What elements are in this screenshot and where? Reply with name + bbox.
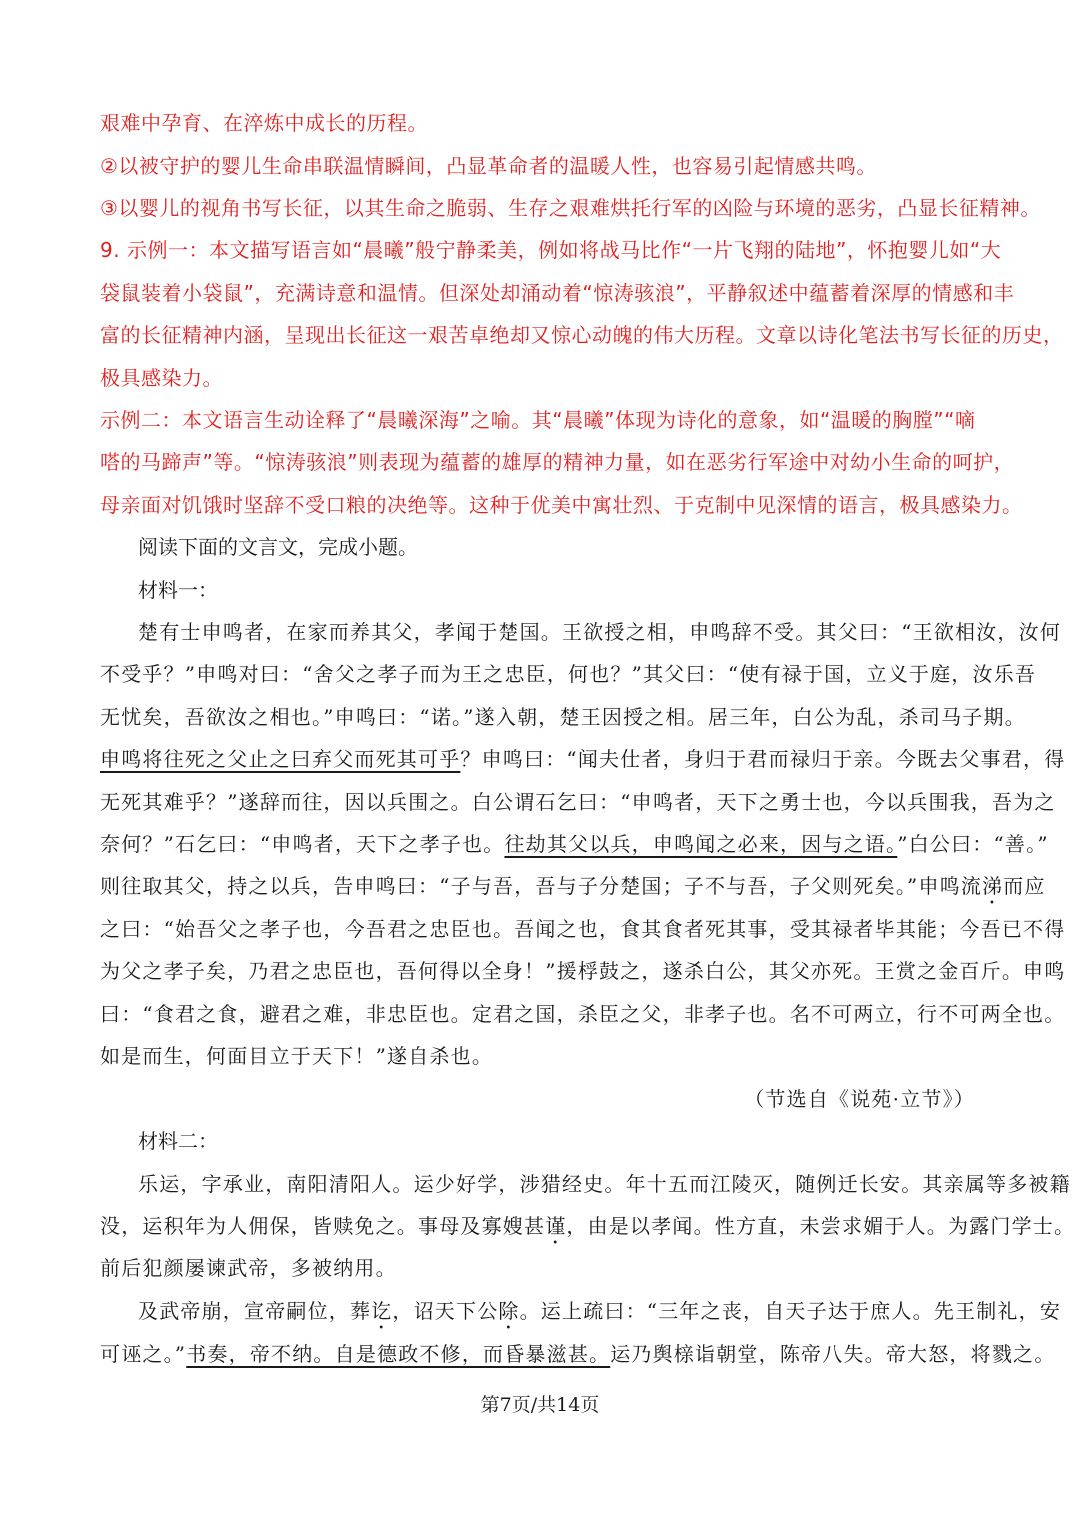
passage-text: ？申鸣曰：“闻夫仕者，身归于君而禄归于亲。今既去父事君，得 [460,747,1066,771]
answer-line: ②以被守护的婴儿生命串联温情瞬间，凸显革命者的温暖人性，也容易引起情感共鸣。 [100,154,877,178]
passage-text: 可诬之。” [100,1342,187,1366]
answer-line: 嗒的马蹄声”等。“惊涛骇浪”则表现为蕴蓄的雄厚的精神力量，如在恶劣行军途中对幼小生命的呵护， [100,450,1015,474]
question-intro: 阅读下面的文言文，完成小题。 [138,535,418,559]
passage-line [100,829,1049,859]
passage-line: 如是而生，何面目立于天下！”遂自杀也。 [100,1044,494,1068]
passage-line [100,871,1046,909]
answer-line: 示例二：本文语言生动诠释了“晨曦深海”之喻。其“晨曦”体现为诗化的意象，如“温暖的胸膛”“嘀 [100,408,976,432]
passage-text: 则往取其父，持之以兵，告申鸣曰：“子与吾，吾与子分楚国；子不与吾，子父则死矣。”申鸣流 [100,874,983,898]
passage-line: 不受乎？”申鸣对曰：“舍父之孝子而为王之忠臣，何也？”其父曰：“使有禄于国，立义于庭，汝乐吾 [100,662,1037,686]
passage-line: 之曰：“始吾父之孝子也，今吾君之忠臣也。吾闻之也，食其食者死其事，受其禄者毕其能；今吾已不得 [100,917,1066,941]
passage-line [100,744,1066,774]
source-citation: （节选自《说苑·立节》） [744,1087,975,1111]
passage-text: ，由是以孝闻。性方直，未尝求媚于人。为露门学士。 [566,1214,1076,1238]
passage-line: 楚有士申鸣者，在家而养其父，孝闻于楚国。王欲授之相，申鸣辞不受。其父曰：“王欲相汝，汝何 [138,620,1062,644]
passage-line [100,1211,1076,1249]
passage-line: 曰：“食君之食，避君之难，非忠臣也。定君之国，杀臣之父，非孝子也。名不可两立，行不可两全也。 [100,1002,1066,1026]
passage-text: ，诏天下公 [392,1299,499,1323]
passage-text: 奈何？”石乞曰：“申鸣者，天下之孝子也。 [100,832,505,856]
passage-text: 及武帝崩，宣帝嗣位，葬 [138,1299,372,1323]
underlined-sentence: 往劫其父以兵，申鸣闻之必来，因与之语。 [504,832,898,856]
answer-line: ③以婴儿的视角书写长征，以其生命之脆弱、生存之艰难烘托行军的凶险与环境的恶劣，凸显长征精神。 [100,196,1041,220]
passage-line [100,1339,1056,1369]
passage-line: 为父之孝子矣，乃君之忠臣也，吾何得以全身！”援桴鼓之，遂杀白公，其父亦死。王赏之金百斤。申鸣 [100,959,1066,983]
passage-line: 乐运，字承业，南阳清阳人。运少好学，涉猎经史。年十五而江陵灭，随例迁长安。其亲属等多被籍 [138,1172,1071,1196]
passage-text: 没，运积年为人佣保，皆赎免之。事母及寡嫂甚 [100,1214,546,1238]
dotted-word: 涕 [982,874,1004,898]
passage-text: 而应 [1003,874,1046,898]
answer-line: 9. 示例一：本文描写语言如“晨曦”般宁静柔美，例如将战马比作“一片飞翔的陆地”，怀抱婴儿如“大 [100,238,1002,262]
material-two-title: 材料二： [138,1129,218,1153]
page-number-footer: 第7页/共14页 [480,1394,600,1416]
dotted-word: 讫 [371,1299,393,1323]
passage-line: 无忧矣，吾欲汝之相也。”申鸣曰：“诺。”遂入朝，楚王因授之相。居三年，白公为乱，杀司马子期。 [100,705,1026,729]
passage-text: 运乃舆榇诣朝堂，陈帝八失。帝大怒，将戮之。 [610,1342,1056,1366]
passage-line: 无死其难乎？”遂辞而往，因以兵围之。白公谓石乞曰：“申鸣者，天下之勇士也，今以兵围我，吾为之 [100,790,1056,814]
material-one-title: 材料一： [138,578,218,602]
passage-line [138,1296,1062,1334]
passage-text: ”白公曰：“善。” [897,832,1049,856]
passage-text: 。运上疏曰：“三年之丧，自天子达于庶人。先王制礼，安 [519,1299,1062,1323]
underlined-sentence: 书奏，帝不纳。自是德政不修，而昏暴滋甚。 [186,1342,611,1366]
answer-line: 母亲面对饥饿时坚辞不受口粮的决绝等。这种于优美中寓壮烈、于克制中见深情的语言，极具感染力。 [100,493,1023,517]
answer-line: 艰难中孕育、在淬炼中成长的历程。 [100,111,428,135]
dotted-word: 除 [498,1299,520,1323]
dotted-word: 谨 [545,1214,567,1238]
answer-line: 袋鼠装着小袋鼠”，充满诗意和温情。但深处却涌动着“惊涛骇浪”，平静叙述中蕴蓄着深厚的情感和丰 [100,281,1015,305]
passage-line: 前后犯颜屡谏武帝，多被纳用。 [100,1256,397,1280]
answer-line: 富的长征精神内涵，呈现出长征这一艰苦卓绝却又惊心动魄的伟大历程。文章以诗化笔法书写长征的历史， [100,323,1064,347]
underlined-sentence: 申鸣将往死之父止之曰弃父而死其可乎 [100,747,461,771]
answer-line: 极具感染力。 [100,366,223,390]
